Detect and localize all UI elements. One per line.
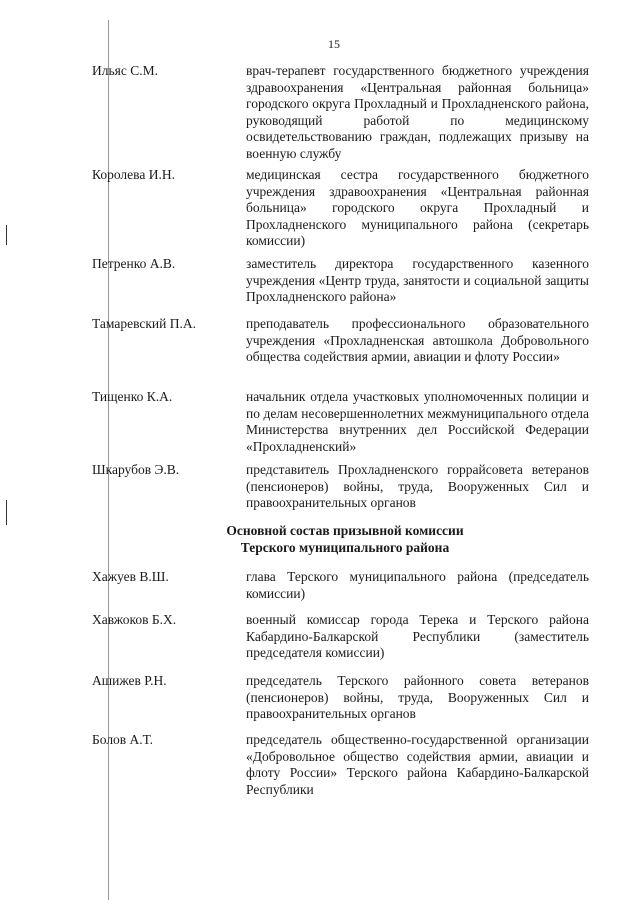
member-name: Хажуев В.Ш. — [92, 569, 169, 584]
section-heading — [150, 523, 540, 556]
member-description: преподаватель профессионального образовательного учреждения «Прохладненская автошкола Добровольного общества содействия армии, авиации и флоту России» — [246, 316, 589, 364]
member-name: Тищенко К.А. — [92, 389, 173, 404]
member-description: врач-терапевт государственного бюджетного учреждения здравоохранения «Центральная районная больница» городского округа Прохладный и Прохладненского района, руководящий работой по медицинскому освидетельствованию граждан, подлежащих призыву на военную службу — [246, 63, 589, 161]
member-name: Тамаревский П.А. — [92, 316, 197, 331]
member-name: Ашижев Р.Н. — [92, 673, 167, 688]
member-description: председатель Терского районного совета ветеранов (пенсионеров) войны, труда, Вооруженных Сил и правоохранительных органов — [246, 673, 589, 721]
binding-margin-line — [108, 20, 109, 900]
page-number: 15 — [328, 37, 340, 51]
member-name: Петренко А.В. — [92, 256, 176, 271]
member-name: Королева И.Н. — [92, 167, 175, 182]
scan-artifact — [6, 225, 7, 245]
scan-artifact — [6, 500, 7, 525]
member-description: медицинская сестра государственного бюджетного учреждения здравоохранения «Центральная районная больница» городского округа Прохладный и Прохладненского муниципального района (секретарь комиссии) — [246, 167, 589, 248]
member-name: Болов А.Т. — [92, 732, 153, 747]
member-description: представитель Прохладненского горрайсовета ветеранов (пенсионеров) войны, труда, Вооруженных Сил и правоохранительных органов — [246, 462, 589, 510]
member-description: начальник отдела участковых уполномоченных полиции и по делам несовершеннолетних межмуниципального отдела Министерства внутренних дел Российской Федерации «Прохладненский» — [246, 389, 589, 454]
member-description: председатель общественно-государственной организации «Добровольное общество содействия армии, авиации и флоту России» Терского района Кабардино-Балкарской Республики — [246, 732, 589, 797]
member-name: Хавжоков Б.Х. — [92, 612, 177, 627]
member-name: Шкарубов Э.В. — [92, 462, 180, 477]
member-name: Ильяс С.М. — [92, 63, 158, 78]
member-description: заместитель директора государственного казенного учреждения «Центр труда, занятости и социальной защиты Прохладненского района» — [246, 256, 589, 304]
member-description: глава Терского муниципального района (председатель комиссии) — [246, 569, 589, 601]
member-description: военный комиссар города Терека и Терского района Кабардино-Балкарской Республики (заместитель председателя комиссии) — [246, 612, 589, 660]
section-heading-line2: Терского муниципального района — [240, 539, 450, 555]
section-heading-line1: Основной состав призывной комиссии — [226, 523, 464, 538]
